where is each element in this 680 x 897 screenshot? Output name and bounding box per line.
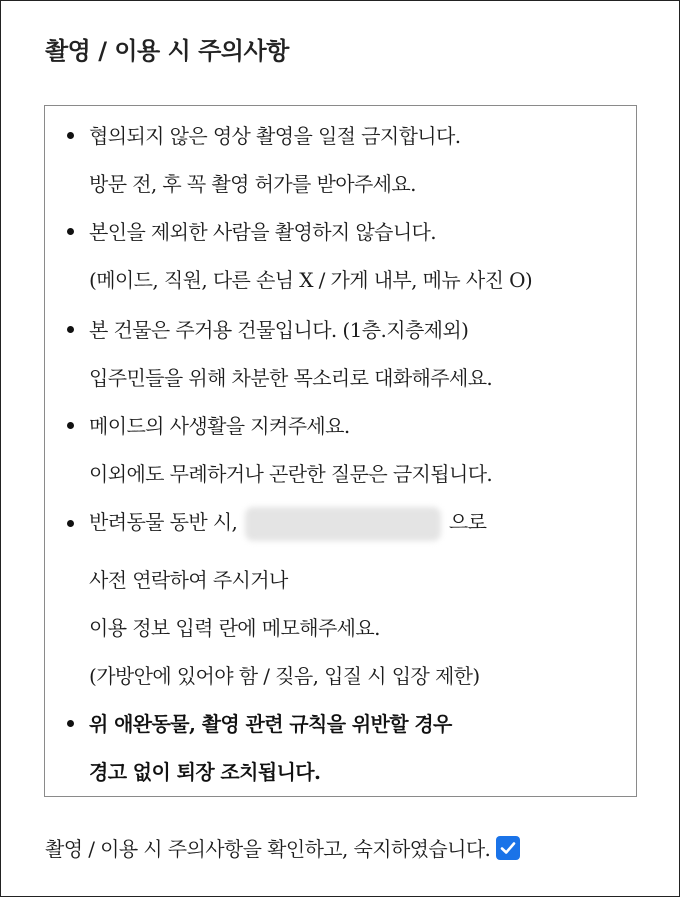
checkmark-icon: [499, 839, 517, 857]
notice-line: (가방안에 있어야 함 / 짖음, 입질 시 입장 제한): [89, 664, 480, 688]
notice-line: 방문 전, 후 꼭 촬영 허가를 받아주세요.: [89, 172, 416, 196]
page-title: 촬영 / 이용 시 주의사항: [45, 37, 289, 65]
bullet-icon: [67, 132, 74, 139]
notice-line-with-redaction: [89, 506, 486, 541]
notice-line: 협의되지 않은 영상 촬영을 일절 금지합니다.: [89, 124, 461, 148]
notice-line: 본인을 제외한 사람을 촬영하지 않습니다.: [89, 220, 437, 244]
notice-line: 이외에도 무례하거나 곤란한 질문은 금지됩니다.: [89, 462, 493, 486]
bullet-icon: [67, 520, 74, 527]
notice-line: 입주민들을 위해 차분한 목소리로 대화해주세요.: [89, 366, 493, 390]
notice-line-emphasis: 경고 없이 퇴장 조치됩니다.: [89, 760, 321, 784]
confirm-checkbox[interactable]: [496, 836, 520, 860]
notice-line-emphasis: 위 애완동물, 촬영 관련 규칙을 위반할 경우: [89, 712, 452, 736]
bullet-icon: [67, 326, 74, 333]
notice-line: (메이드, 직원, 다른 손님 X / 가게 내부, 메뉴 사진 O): [89, 268, 533, 292]
notice-box: [44, 105, 637, 797]
notice-line-prefix: 반려동물 동반 시,: [89, 510, 238, 534]
bullet-icon: [67, 720, 74, 727]
notice-line: 본 건물은 주거용 건물입니다. (1층.지층제외): [89, 318, 469, 342]
bullet-icon: [67, 228, 74, 235]
bullet-icon: [67, 422, 74, 429]
notice-line-suffix: 으로: [448, 510, 487, 534]
confirm-label: 촬영 / 이용 시 주의사항을 확인하고, 숙지하였습니다.: [45, 837, 491, 861]
confirm-row[interactable]: [45, 833, 520, 862]
notice-line: 이용 정보 입력 란에 메모해주세요.: [89, 616, 380, 640]
notice-line: 메이드의 사생활을 지켜주세요.: [89, 414, 350, 438]
redacted-contact: [245, 507, 441, 541]
notice-line: 사전 연락하여 주시거나: [89, 568, 288, 592]
